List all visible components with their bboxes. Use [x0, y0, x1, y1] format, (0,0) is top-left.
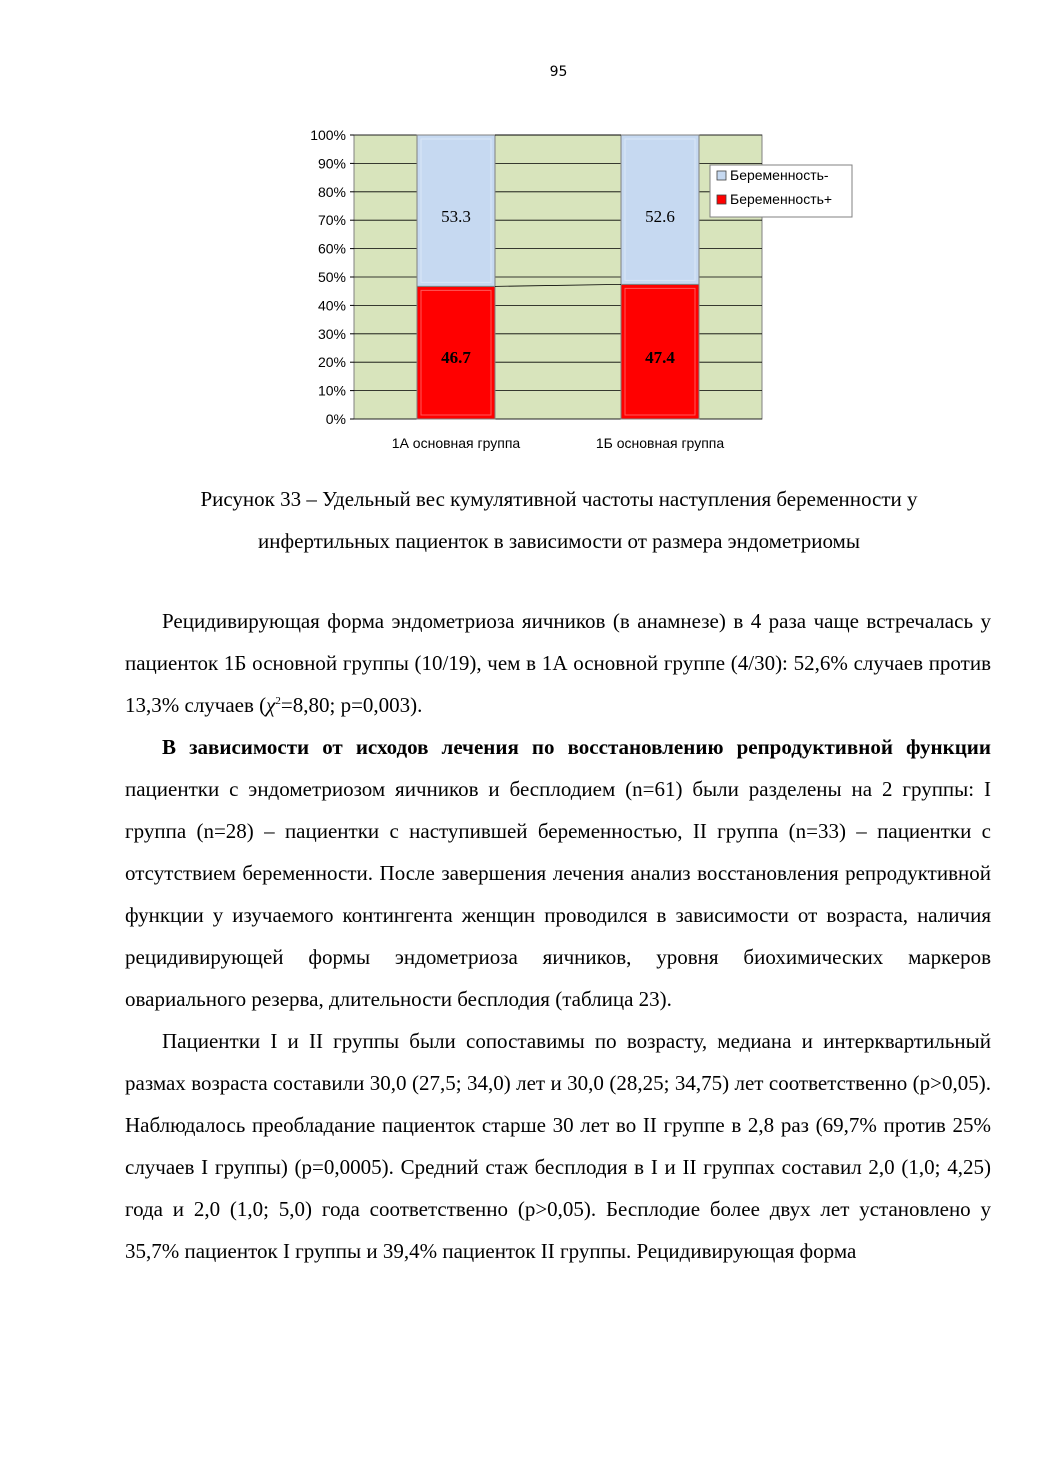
y-tick-label: 90%	[317, 155, 346, 172]
body-text	[125, 600, 991, 1272]
legend-swatch	[717, 171, 726, 180]
y-tick-label: 50%	[317, 269, 346, 285]
chi-symbol: χ	[266, 693, 276, 717]
stacked-bar-chart	[280, 118, 880, 463]
y-tick-label: 60%	[317, 240, 346, 257]
caption-line-1: Рисунок 33 – Удельный вес кумулятивной частоты наступления беременности у	[200, 487, 918, 511]
data-label: 52.6	[645, 207, 675, 226]
paragraph-1-end: =8,80; p=0,003).	[280, 693, 423, 717]
legend-label: Беременность+	[730, 191, 833, 207]
paragraph-2-text: пациентки с эндометриозом яичников и бесплодием (n=61) были разделены на 2 группы: I группа (n=28) – пациентки с наступившей беременностью, II группа (n=33) – пациентки с отсутствием беременности. После завершения лечения анализ восстановления репродуктивной функции у изучаемого контингента женщин проводился в зависимости от возраста, наличия рецидивирующей формы эндометриоза яичников, уровня биохимических маркеров овариального резерва, длительности бесплодия (таблица 23).	[125, 777, 991, 1011]
data-label: 47.4	[645, 348, 675, 367]
y-tick-label: 100%	[310, 127, 346, 143]
page-number: 95	[549, 64, 568, 80]
category-label: 1А основная группа	[391, 435, 521, 451]
figure-caption	[125, 478, 993, 562]
y-tick-label: 80%	[317, 183, 346, 200]
data-label: 46.7	[441, 348, 471, 367]
y-tick-label: 40%	[317, 297, 346, 314]
y-tick-label: 0%	[325, 411, 346, 427]
paragraph-2-bold: В зависимости от исходов лечения по восстановлению репродуктивной функции	[162, 735, 991, 759]
paragraph-1	[125, 600, 991, 726]
category-label: 1Б основная группа	[595, 435, 725, 451]
paragraph-3	[125, 1020, 991, 1272]
legend-label: Беременность-	[730, 167, 829, 183]
y-tick-label: 20%	[317, 354, 346, 371]
y-tick-label: 70%	[317, 212, 346, 229]
paragraph-1-text: Рецидивирующая форма эндометриоза яичников (в анамнезе) в 4 раза чаще встречалась у пациенток 1Б основной группы (10/19), чем в 1А основной группе (4/30): 52,6% случаев против 13,3% случаев (	[125, 609, 991, 717]
caption-line-2: инфертильных пациенток в зависимости от размера эндометриомы	[258, 529, 860, 553]
y-tick-label: 10%	[317, 382, 346, 399]
legend-swatch	[717, 195, 726, 204]
y-tick-label: 30%	[317, 325, 346, 342]
chi-superscript: 2	[275, 695, 281, 707]
data-label: 53.3	[441, 207, 471, 226]
paragraph-3-text: Пациентки I и II группы были сопоставимы по возрасту, медиана и интерквартильный размах возраста составили 30,0 (27,5; 34,0) лет и 30,0 (28,25; 34,75) лет соответственно (p>0,05). Наблюдалось преобладание пациенток старше 30 лет во II группе в 2,8 раз (69,7% против 25% случаев I группы) (p=0,0005). Средний стаж бесплодия в I и II группах составил 2,0 (1,0; 4,25) года и 2,0 (1,0; 5,0) года соответственно (p>0,05). Бесплодие более двух лет установлено у 35,7% пациенток I группы и 39,4% пациенток II группы. Рецидивирующая форма	[125, 1029, 991, 1263]
paragraph-2	[125, 726, 991, 1020]
